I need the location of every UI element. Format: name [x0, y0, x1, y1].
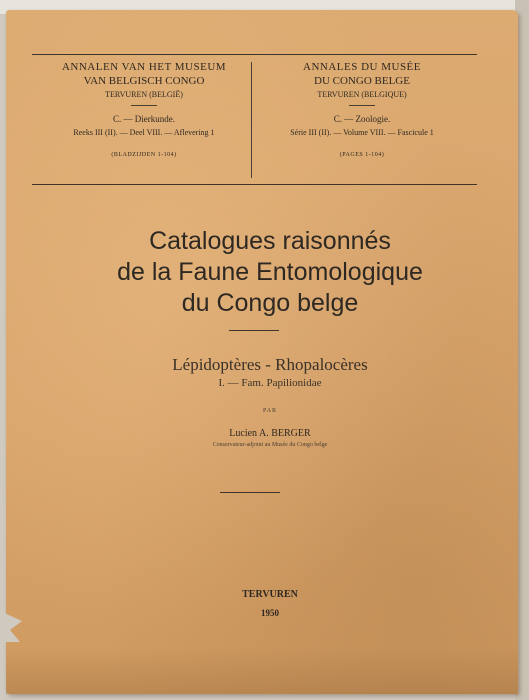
title-line3: du Congo belge	[181, 289, 359, 317]
header-flemish-line3: TERVUREN (BELGIË)	[105, 90, 183, 99]
author-name: Lucien A. BERGER	[229, 428, 311, 439]
header-french-line1: ANNALES DU MUSÉE	[303, 61, 421, 73]
bottom-rule	[220, 492, 280, 493]
title-line1: Catalogues raisonnés	[149, 227, 391, 255]
header-flemish	[44, 60, 244, 162]
worn-edge	[6, 648, 518, 694]
header-flemish-line2: VAN BELGISCH CONGO	[83, 75, 205, 87]
header-flemish-series: Reeks III (II). — Deel VIII. — Aflevering 1	[73, 128, 215, 137]
header-bottom-rule	[32, 184, 477, 185]
title-line2: de la Faune Entomologique	[117, 258, 423, 286]
by-label: PAR	[262, 408, 278, 414]
title-rule	[229, 330, 279, 331]
header-french-pages: (PAGES 1-104)	[339, 152, 385, 158]
header-french-line3: TERVUREN (BELGIQUE)	[317, 90, 407, 99]
header-french-line2: DU CONGO BELGE	[314, 75, 410, 87]
header-flemish-rule	[131, 105, 157, 106]
book-title	[40, 226, 500, 319]
header-french-section: C. — Zoologie.	[333, 114, 391, 124]
publication-place: TERVUREN	[242, 589, 298, 600]
header-flemish-pages: (BLADZIJDEN 1-104)	[111, 152, 177, 158]
header-french-rule	[349, 105, 375, 106]
header-french	[262, 60, 462, 162]
family-name: I. — Fam. Papilionidae	[218, 377, 322, 389]
subtitle: Lépidoptères - Rhopalocères	[172, 355, 368, 374]
author-role: Conservateur-adjoint au Musée du Congo belge	[212, 442, 328, 448]
header-divider	[251, 62, 252, 178]
header-french-series: Série III (II). — Volume VIII. — Fascicule 1	[290, 128, 434, 137]
header-top-rule	[32, 54, 477, 55]
publication-year: 1950	[261, 608, 279, 618]
header-flemish-line1: ANNALEN VAN HET MUSEUM	[61, 61, 227, 73]
header-flemish-section: C. — Dierkunde.	[113, 114, 175, 124]
